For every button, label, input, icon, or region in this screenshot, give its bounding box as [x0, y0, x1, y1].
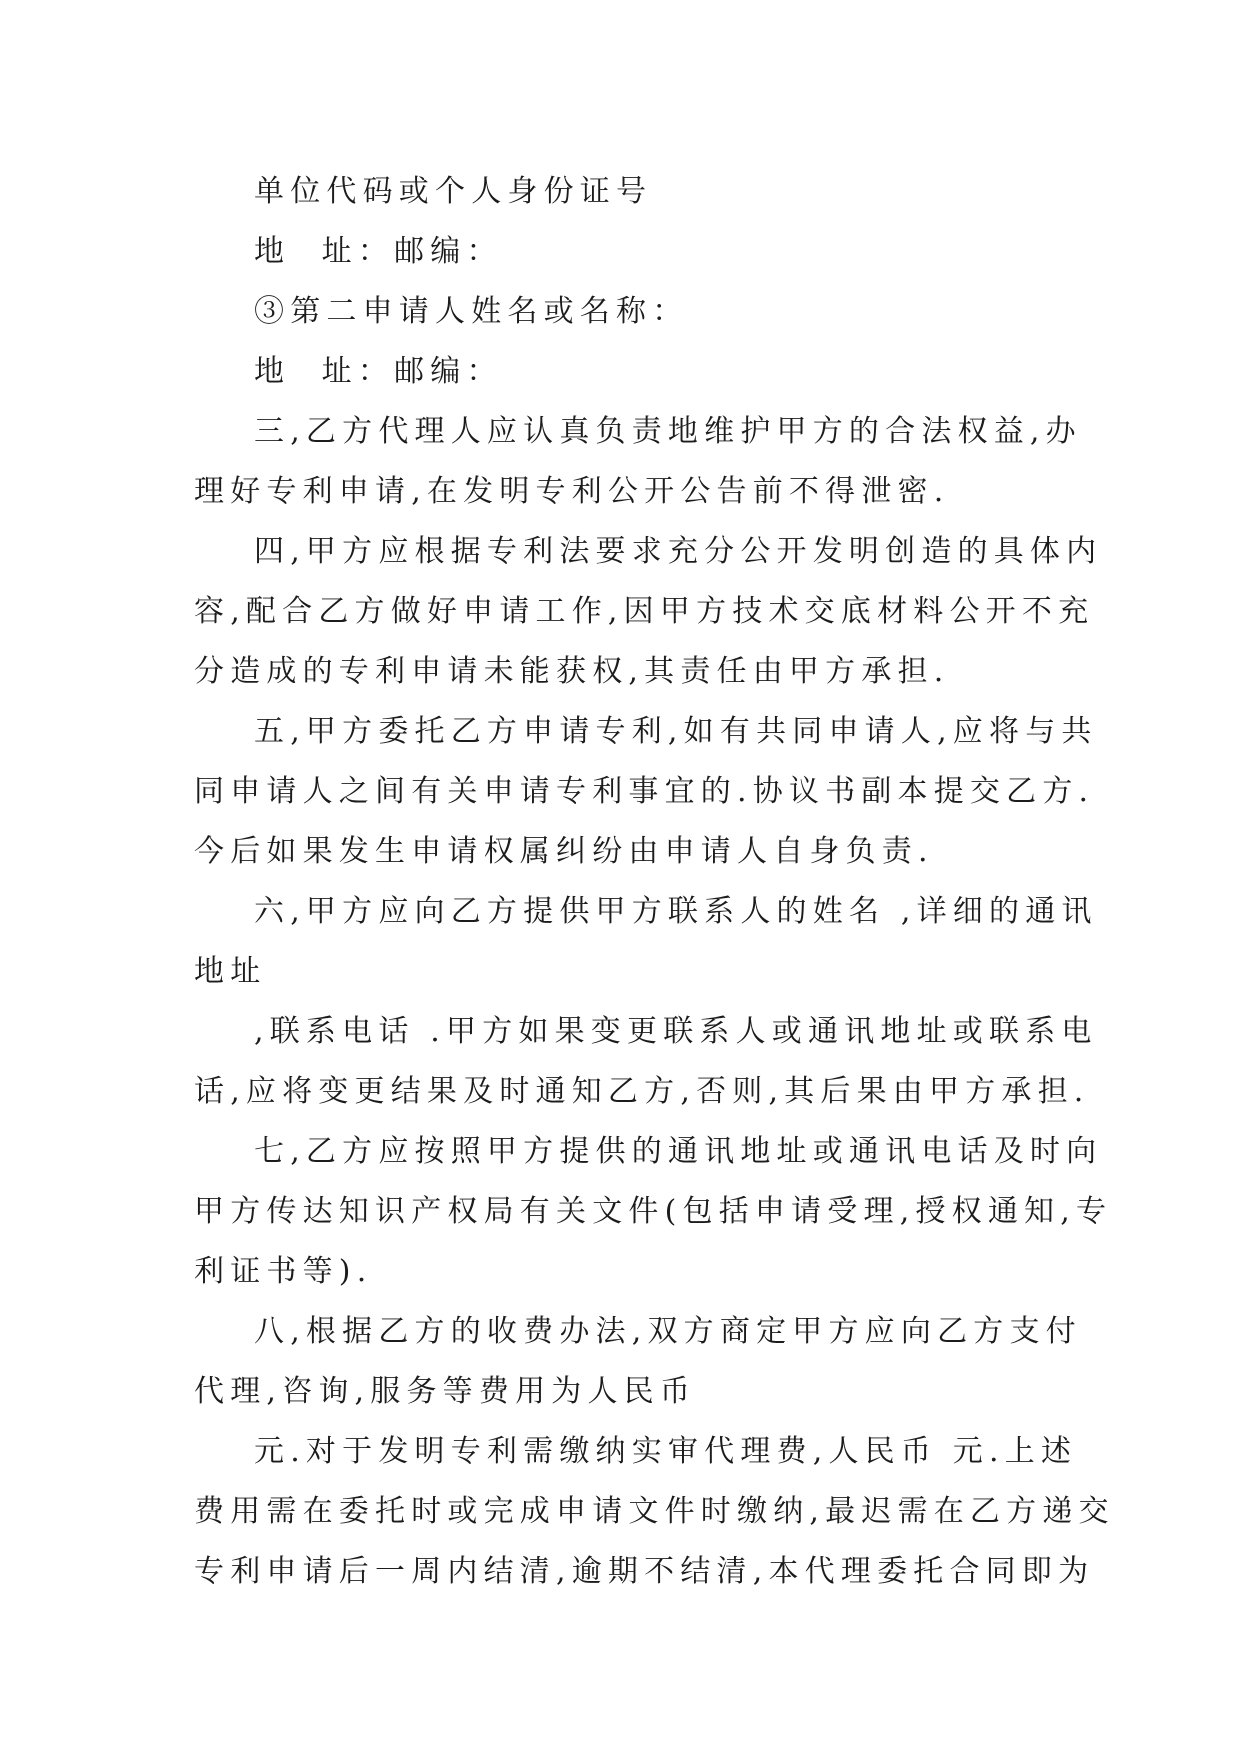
text-line: 单位代码或个人身份证号 — [254, 174, 653, 209]
text-line: 甲方传达知识产权局有关文件(包括申请受理,授权通知,专 — [194, 1194, 1113, 1229]
text-line: 五,甲方委托乙方申请专利,如有共同申请人,应将与共 — [254, 714, 1098, 749]
text-line: 同申请人之间有关申请专利事宜的.协议书副本提交乙方. — [194, 774, 1095, 809]
text-line: ,联系电话 .甲方如果变更联系人或通讯地址或联系电 — [254, 1014, 1098, 1049]
text-line: 容,配合乙方做好申请工作,因甲方技术交底材料公开不充 — [194, 594, 1095, 629]
text-line: 代理,咨询,服务等费用为人民币 — [194, 1374, 697, 1409]
text-line: 今后如果发生申请权属纠纷由申请人自身负责. — [194, 834, 934, 869]
text-line: 地址 — [194, 954, 267, 989]
text-line: 八,根据乙方的收费办法,双方商定甲方应向乙方支付 — [254, 1314, 1082, 1349]
text-line: 理好专利申请,在发明专利公开公告前不得泄密. — [194, 474, 950, 509]
text-line: 地 址：邮编： — [254, 234, 503, 269]
text-line: 费用需在委托时或完成申请文件时缴纳,最迟需在乙方递交 — [194, 1494, 1115, 1529]
text-line: 元.对于发明专利需缴纳实审代理费,人民币 元.上述 — [254, 1434, 1078, 1469]
contract-body-text — [194, 162, 1115, 1602]
text-line: 三,乙方代理人应认真负责地维护甲方的合法权益,办 — [254, 414, 1082, 449]
text-line: 分造成的专利申请未能获权,其责任由甲方承担. — [194, 654, 950, 689]
text-line: 专利申请后一周内结清,逾期不结清,本代理委托合同即为 — [194, 1554, 1095, 1589]
text-line: 话,应将变更结果及时通知乙方,否则,其后果由甲方承担. — [194, 1074, 1090, 1109]
text-line: 利证书等). — [194, 1254, 373, 1289]
text-line: 四,甲方应根据专利法要求充分公开发明创造的具体内 — [254, 534, 1103, 569]
text-line: 地 址：邮编： — [254, 354, 503, 389]
text-line: 七,乙方应按照甲方提供的通讯地址或通讯电话及时向 — [254, 1134, 1103, 1169]
text-line: ③第二申请人姓名或名称： — [254, 294, 689, 329]
text-line: 六,甲方应向乙方提供甲方联系人的姓名 ,详细的通讯 — [254, 894, 1098, 929]
